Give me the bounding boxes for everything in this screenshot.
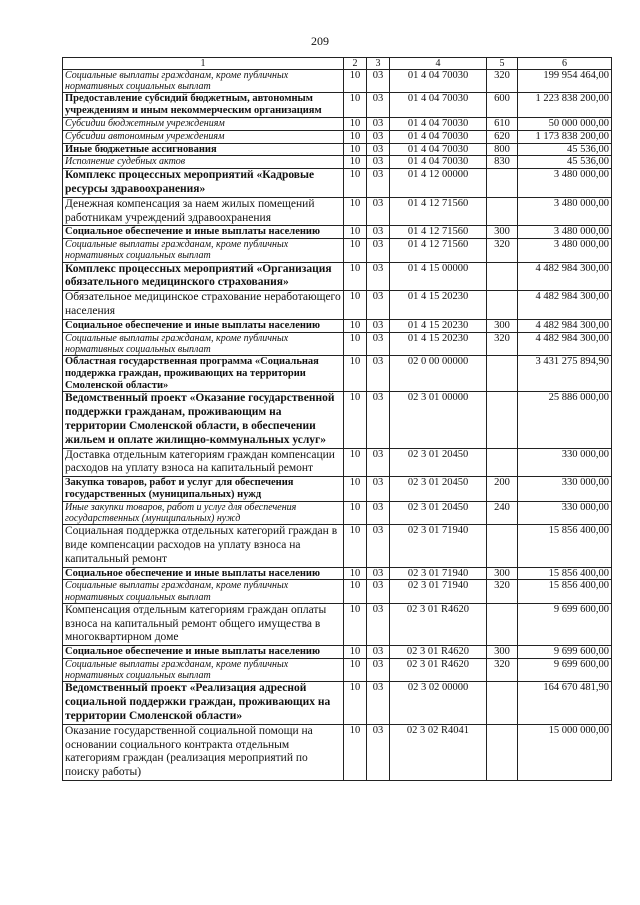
row-section-cell: 10 (344, 658, 367, 681)
row-section-cell: 10 (344, 319, 367, 332)
row-amount-cell: 50 000 000,00 (518, 118, 612, 131)
row-name-cell: Социальные выплаты гражданам, кроме публичных нормативных социальных выплат (63, 70, 344, 93)
row-amount-cell: 4 482 984 300,00 (518, 262, 612, 291)
table-row (63, 355, 612, 391)
table-row (63, 682, 612, 724)
row-amount-cell: 164 670 481,90 (518, 682, 612, 724)
row-subsection-cell: 03 (367, 501, 390, 524)
table-row (63, 332, 612, 355)
row-name-cell: Социальные выплаты гражданам, кроме публичных нормативных социальных выплат (63, 580, 344, 603)
row-subsection-cell: 03 (367, 262, 390, 291)
table-row (63, 156, 612, 169)
row-amount-cell: 9 699 600,00 (518, 658, 612, 681)
header-col-5: 5 (487, 58, 518, 70)
row-expense-type-cell (487, 525, 518, 567)
row-subsection-cell: 03 (367, 477, 390, 502)
row-expense-type-cell: 610 (487, 118, 518, 131)
row-name-cell: Иные бюджетные ассигнования (63, 143, 344, 156)
row-amount-cell: 25 886 000,00 (518, 392, 612, 448)
row-subsection-cell: 03 (367, 658, 390, 681)
row-expense-type-cell: 320 (487, 239, 518, 262)
row-target-article-cell: 01 4 15 20230 (390, 319, 487, 332)
row-expense-type-cell: 800 (487, 143, 518, 156)
row-expense-type-cell (487, 197, 518, 226)
row-amount-cell: 3 480 000,00 (518, 169, 612, 198)
row-target-article-cell: 01 4 15 20230 (390, 291, 487, 320)
row-expense-type-cell: 320 (487, 580, 518, 603)
row-subsection-cell: 03 (367, 239, 390, 262)
row-subsection-cell: 03 (367, 355, 390, 391)
row-expense-type-cell: 300 (487, 646, 518, 659)
row-section-cell: 10 (344, 197, 367, 226)
row-amount-cell: 3 480 000,00 (518, 226, 612, 239)
row-target-article-cell: 02 3 01 71940 (390, 567, 487, 580)
row-subsection-cell: 03 (367, 118, 390, 131)
table-row (63, 448, 612, 477)
row-amount-cell: 1 173 838 200,00 (518, 130, 612, 143)
table-row (63, 658, 612, 681)
row-amount-cell: 330 000,00 (518, 448, 612, 477)
row-amount-cell: 15 856 400,00 (518, 567, 612, 580)
row-target-article-cell: 01 4 04 70030 (390, 118, 487, 131)
row-subsection-cell: 03 (367, 156, 390, 169)
row-subsection-cell: 03 (367, 70, 390, 93)
table-row (63, 580, 612, 603)
row-name-cell: Социальные выплаты гражданам, кроме публичных нормативных социальных выплат (63, 239, 344, 262)
row-expense-type-cell: 200 (487, 477, 518, 502)
row-section-cell: 10 (344, 355, 367, 391)
row-section-cell: 10 (344, 448, 367, 477)
row-target-article-cell: 02 3 01 71940 (390, 580, 487, 603)
row-target-article-cell: 01 4 04 70030 (390, 130, 487, 143)
table-row (63, 130, 612, 143)
budget-table (62, 57, 612, 781)
row-subsection-cell: 03 (367, 646, 390, 659)
table-row (63, 239, 612, 262)
row-subsection-cell: 03 (367, 143, 390, 156)
row-amount-cell: 199 954 464,00 (518, 70, 612, 93)
row-subsection-cell: 03 (367, 197, 390, 226)
table-row (63, 567, 612, 580)
row-section-cell: 10 (344, 682, 367, 724)
row-expense-type-cell: 320 (487, 70, 518, 93)
row-target-article-cell: 02 3 01 00000 (390, 392, 487, 448)
row-section-cell: 10 (344, 143, 367, 156)
row-amount-cell: 3 480 000,00 (518, 197, 612, 226)
row-target-article-cell: 02 3 01 20450 (390, 477, 487, 502)
row-expense-type-cell: 620 (487, 130, 518, 143)
row-subsection-cell: 03 (367, 724, 390, 780)
row-subsection-cell: 03 (367, 226, 390, 239)
row-subsection-cell: 03 (367, 603, 390, 645)
row-target-article-cell: 01 4 12 71560 (390, 197, 487, 226)
row-section-cell: 10 (344, 70, 367, 93)
row-expense-type-cell: 320 (487, 332, 518, 355)
row-target-article-cell: 01 4 12 71560 (390, 226, 487, 239)
row-target-article-cell: 02 3 02 R4041 (390, 724, 487, 780)
row-target-article-cell: 02 3 01 20450 (390, 501, 487, 524)
row-section-cell: 10 (344, 567, 367, 580)
row-name-cell: Областная государственная программа «Социальная поддержка граждан, проживающих на территории Смоленской области» (63, 355, 344, 391)
row-target-article-cell: 01 4 04 70030 (390, 156, 487, 169)
row-amount-cell: 4 482 984 300,00 (518, 291, 612, 320)
row-subsection-cell: 03 (367, 567, 390, 580)
row-name-cell: Социальное обеспечение и иные выплаты населению (63, 646, 344, 659)
row-expense-type-cell (487, 603, 518, 645)
row-name-cell: Комплекс процессных мероприятий «Кадровые ресурсы здравоохранения» (63, 169, 344, 198)
row-subsection-cell: 03 (367, 448, 390, 477)
row-amount-cell: 330 000,00 (518, 501, 612, 524)
row-name-cell: Социальное обеспечение и иные выплаты населению (63, 226, 344, 239)
row-target-article-cell: 01 4 15 00000 (390, 262, 487, 291)
row-expense-type-cell: 300 (487, 226, 518, 239)
row-name-cell: Социальные выплаты гражданам, кроме публичных нормативных социальных выплат (63, 658, 344, 681)
header-col-4: 4 (390, 58, 487, 70)
table-row (63, 226, 612, 239)
row-name-cell: Комплекс процессных мероприятий «Организация обязательного медицинского страхования» (63, 262, 344, 291)
table-header-row (63, 58, 612, 70)
row-subsection-cell: 03 (367, 525, 390, 567)
row-expense-type-cell (487, 682, 518, 724)
table-row (63, 646, 612, 659)
row-section-cell: 10 (344, 169, 367, 198)
row-expense-type-cell (487, 392, 518, 448)
row-amount-cell: 330 000,00 (518, 477, 612, 502)
row-subsection-cell: 03 (367, 580, 390, 603)
row-name-cell: Субсидии автономным учреждениям (63, 130, 344, 143)
row-name-cell: Денежная компенсация за наем жилых помещений работникам учреждений здравоохранения (63, 197, 344, 226)
table-row (63, 724, 612, 780)
row-section-cell: 10 (344, 477, 367, 502)
row-amount-cell: 15 000 000,00 (518, 724, 612, 780)
row-target-article-cell: 02 3 01 20450 (390, 448, 487, 477)
row-section-cell: 10 (344, 130, 367, 143)
row-name-cell: Иные закупки товаров, работ и услуг для обеспечения государственных (муниципальных) нужд (63, 501, 344, 524)
row-expense-type-cell (487, 355, 518, 391)
row-name-cell: Ведомственный проект «Реализация адресной социальной поддержки граждан, проживающих на территории Смоленской области» (63, 682, 344, 724)
row-amount-cell: 9 699 600,00 (518, 646, 612, 659)
row-expense-type-cell (487, 169, 518, 198)
row-target-article-cell: 01 4 04 70030 (390, 93, 487, 118)
row-amount-cell: 4 482 984 300,00 (518, 319, 612, 332)
row-amount-cell: 45 536,00 (518, 156, 612, 169)
header-col-3: 3 (367, 58, 390, 70)
table-row (63, 197, 612, 226)
row-amount-cell: 15 856 400,00 (518, 525, 612, 567)
row-subsection-cell: 03 (367, 169, 390, 198)
row-expense-type-cell: 300 (487, 567, 518, 580)
row-name-cell: Социальные выплаты гражданам, кроме публичных нормативных социальных выплат (63, 332, 344, 355)
row-section-cell: 10 (344, 646, 367, 659)
row-expense-type-cell: 830 (487, 156, 518, 169)
row-target-article-cell: 02 3 01 R4620 (390, 658, 487, 681)
row-amount-cell: 15 856 400,00 (518, 580, 612, 603)
row-subsection-cell: 03 (367, 319, 390, 332)
table-row (63, 392, 612, 448)
row-target-article-cell: 01 4 04 70030 (390, 70, 487, 93)
header-col-1: 1 (63, 58, 344, 70)
row-section-cell: 10 (344, 580, 367, 603)
row-section-cell: 10 (344, 291, 367, 320)
row-subsection-cell: 03 (367, 682, 390, 724)
table-row (63, 291, 612, 320)
row-subsection-cell: 03 (367, 130, 390, 143)
row-target-article-cell: 02 3 01 R4620 (390, 603, 487, 645)
row-name-cell: Доставка отдельным категориям граждан компенсации расходов на уплату взноса на капитальный ремонт (63, 448, 344, 477)
row-section-cell: 10 (344, 332, 367, 355)
budget-table-body (63, 58, 612, 781)
table-row (63, 262, 612, 291)
table-row (63, 525, 612, 567)
row-target-article-cell: 01 4 04 70030 (390, 143, 487, 156)
row-target-article-cell: 02 3 01 R4620 (390, 646, 487, 659)
row-name-cell: Социальное обеспечение и иные выплаты населению (63, 319, 344, 332)
row-subsection-cell: 03 (367, 392, 390, 448)
row-name-cell: Исполнение судебных актов (63, 156, 344, 169)
row-section-cell: 10 (344, 239, 367, 262)
table-row (63, 93, 612, 118)
row-amount-cell: 45 536,00 (518, 143, 612, 156)
row-section-cell: 10 (344, 156, 367, 169)
row-section-cell: 10 (344, 525, 367, 567)
row-section-cell: 10 (344, 93, 367, 118)
page-number: 209 (311, 34, 329, 48)
row-expense-type-cell: 300 (487, 319, 518, 332)
row-expense-type-cell (487, 291, 518, 320)
row-target-article-cell: 02 0 00 00000 (390, 355, 487, 391)
table-row (63, 477, 612, 502)
row-section-cell: 10 (344, 118, 367, 131)
table-row (63, 118, 612, 131)
row-expense-type-cell (487, 262, 518, 291)
row-amount-cell: 1 223 838 200,00 (518, 93, 612, 118)
table-row (63, 143, 612, 156)
row-amount-cell: 3 480 000,00 (518, 239, 612, 262)
row-expense-type-cell: 600 (487, 93, 518, 118)
row-section-cell: 10 (344, 603, 367, 645)
row-name-cell: Закупка товаров, работ и услуг для обеспечения государственных (муниципальных) нужд (63, 477, 344, 502)
table-row (63, 603, 612, 645)
table-row (63, 169, 612, 198)
header-col-6: 6 (518, 58, 612, 70)
row-amount-cell: 3 431 275 894,90 (518, 355, 612, 391)
row-name-cell: Социальная поддержка отдельных категорий граждан в виде компенсации расходов на уплату взноса на капитальный ремонт (63, 525, 344, 567)
row-target-article-cell: 02 3 02 00000 (390, 682, 487, 724)
header-col-2: 2 (344, 58, 367, 70)
row-name-cell: Ведомственный проект «Оказание государственной поддержки гражданам, проживающим на территории Смоленской области, в обеспечении жильем и оплате жилищно-коммунальных услуг» (63, 392, 344, 448)
row-target-article-cell: 01 4 12 00000 (390, 169, 487, 198)
row-subsection-cell: 03 (367, 332, 390, 355)
table-row (63, 501, 612, 524)
row-section-cell: 10 (344, 262, 367, 291)
row-section-cell: 10 (344, 724, 367, 780)
row-amount-cell: 9 699 600,00 (518, 603, 612, 645)
row-subsection-cell: 03 (367, 291, 390, 320)
row-amount-cell: 4 482 984 300,00 (518, 332, 612, 355)
row-section-cell: 10 (344, 392, 367, 448)
row-expense-type-cell (487, 448, 518, 477)
row-target-article-cell: 02 3 01 71940 (390, 525, 487, 567)
row-target-article-cell: 01 4 15 20230 (390, 332, 487, 355)
row-section-cell: 10 (344, 501, 367, 524)
row-expense-type-cell: 240 (487, 501, 518, 524)
table-row (63, 70, 612, 93)
table-row (63, 319, 612, 332)
row-expense-type-cell (487, 724, 518, 780)
row-name-cell: Компенсация отдельным категориям граждан оплаты взноса на капитальный ремонт общего имущества в многоквартирном доме (63, 603, 344, 645)
row-section-cell: 10 (344, 226, 367, 239)
row-name-cell: Предоставление субсидий бюджетным, автономным учреждениям и иным некоммерческим организациям (63, 93, 344, 118)
row-expense-type-cell: 320 (487, 658, 518, 681)
row-name-cell: Субсидии бюджетным учреждениям (63, 118, 344, 131)
row-subsection-cell: 03 (367, 93, 390, 118)
row-name-cell: Социальное обеспечение и иные выплаты населению (63, 567, 344, 580)
row-target-article-cell: 01 4 12 71560 (390, 239, 487, 262)
row-name-cell: Обязательное медицинское страхование неработающего населения (63, 291, 344, 320)
row-name-cell: Оказание государственной социальной помощи на основании социального контракта отдельным категориям граждан (реализация мероприятий по поиску работы) (63, 724, 344, 780)
